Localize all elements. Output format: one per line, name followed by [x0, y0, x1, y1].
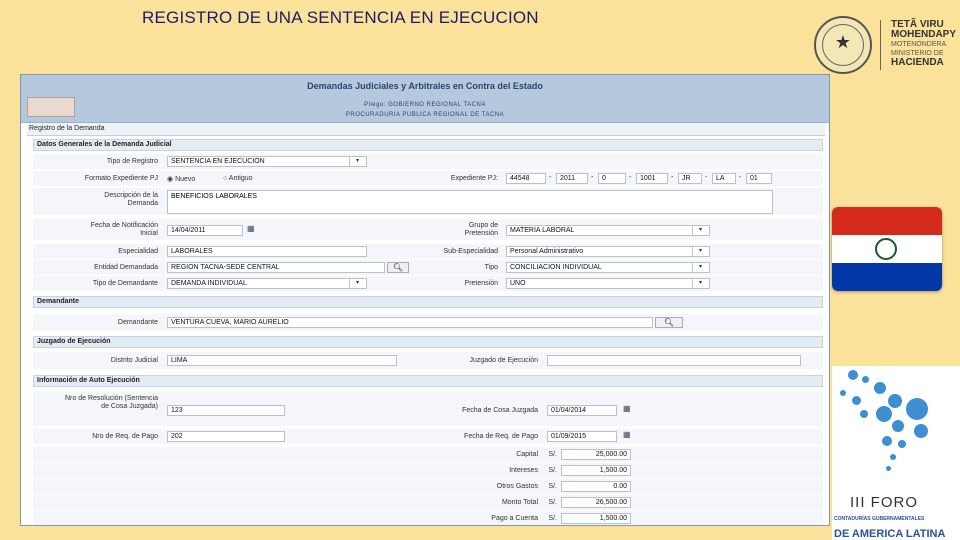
calendar-icon[interactable]: ▦ [623, 404, 631, 413]
monto-row [33, 463, 823, 479]
slide-title: REGISTRO DE UNA SENTENCIA EN EJECUCION [142, 8, 539, 27]
currency-label: S/. [548, 451, 557, 458]
currency-label: S/. [548, 467, 557, 474]
radio-nuevo-label: Nuevo [175, 176, 196, 183]
app-header: Demandas Judiciales y Arbitrales en Contra del Estado [307, 81, 543, 91]
row-demandante [33, 314, 823, 332]
app-screenshot [20, 74, 830, 526]
radio-antiguo-label: Antiguo [228, 175, 253, 182]
forum-dot [914, 424, 928, 438]
flag-stripe-white [832, 235, 942, 263]
fecha-notif-label: Fecha de Notificación Inicial [90, 222, 158, 237]
expediente-separator: - [591, 174, 594, 181]
forum-dot [874, 382, 886, 394]
forum-dot [860, 410, 868, 418]
row-formato [33, 171, 823, 187]
monto-label: Monto Total [501, 499, 538, 506]
tipo-demandante-select[interactable] [167, 278, 367, 289]
monto-label: Pago a Cuenta [491, 515, 538, 522]
chevron-down-icon: ▾ [349, 157, 365, 166]
tipo-label: Tipo [484, 264, 498, 271]
monto-input[interactable]: 0.00 [561, 481, 631, 492]
tipo-select[interactable] [506, 262, 710, 273]
expediente-part-5[interactable]: JR [678, 173, 702, 184]
tipo-registro-label: Tipo de Registro [106, 158, 158, 165]
subespecialidad-label: Sub-Especialidad [443, 248, 498, 255]
search-icon[interactable]: 🔍︎ [387, 262, 409, 273]
row-req-pago [33, 429, 823, 445]
forum-title: III FORO [850, 494, 918, 511]
calendar-icon[interactable]: ▦ [247, 224, 255, 233]
expediente-part-1[interactable]: 44548 [506, 173, 546, 184]
forum-dot [848, 370, 858, 380]
expediente-separator: - [705, 174, 708, 181]
search-icon[interactable]: 🔍︎ [655, 317, 683, 328]
brand-line: MINISTERIO DE [891, 50, 944, 57]
expediente-separator: - [739, 174, 742, 181]
brand-line: MOHENDAPY [891, 29, 957, 40]
expediente-separator: - [549, 174, 552, 181]
currency-label: S/. [548, 483, 557, 490]
monto-input[interactable]: 25,000.00 [561, 449, 631, 460]
grupo-label: Grupo de Pretensión [464, 222, 498, 237]
currency-label: S/. [548, 515, 557, 522]
chevron-down-icon: ▾ [692, 247, 708, 256]
especialidad-input[interactable]: LABORALES [167, 246, 367, 257]
distrito-label: Distrito Judicial [110, 357, 158, 364]
chevron-down-icon: ▾ [349, 279, 365, 288]
forum-dot [852, 396, 861, 405]
grupo-select[interactable] [506, 225, 710, 236]
monto-input[interactable]: 26,500.00 [561, 497, 631, 508]
seal-logo [814, 16, 872, 74]
monto-label: Otros Gastos [496, 483, 538, 490]
forum-dot [886, 466, 891, 471]
currency-label: S/. [548, 499, 557, 506]
expediente-part-2[interactable]: 2011 [556, 173, 588, 184]
monto-label: Intereses [509, 467, 538, 474]
expediente-part-4[interactable]: 1001 [636, 173, 668, 184]
tipo-demandante-value: DEMANDA INDIVIDUAL [171, 280, 247, 287]
chevron-down-icon: ▾ [692, 226, 708, 235]
section-auto: Información de Auto Ejecución [33, 375, 823, 387]
row-resolucion [33, 391, 823, 427]
expediente-part-3[interactable]: 0 [598, 173, 626, 184]
row-descripcion [33, 188, 823, 216]
distrito-input[interactable]: LIMA [167, 355, 397, 366]
monto-row [33, 511, 823, 526]
nro-resolucion-input[interactable]: 123 [167, 405, 285, 416]
subespecialidad-value: Personal Administrativo [510, 248, 584, 255]
expediente-part-6[interactable]: LA [712, 173, 736, 184]
monto-input[interactable]: 1,500.00 [561, 513, 631, 524]
forum-dot [888, 394, 902, 408]
fecha-cosa-input[interactable]: 01/04/2014 [547, 405, 617, 416]
fecha-notif-input[interactable]: 14/04/2011 [167, 225, 243, 236]
pretension-select[interactable] [506, 278, 710, 289]
forum-dot [898, 440, 906, 448]
row-tipo-registro [33, 154, 823, 170]
especialidad-label: Especialidad [118, 248, 158, 255]
pretension-value: UNO [510, 280, 526, 287]
chevron-down-icon: ▾ [692, 279, 708, 288]
app-banner [21, 75, 829, 123]
calendar-icon[interactable]: ▦ [623, 430, 631, 439]
juzgado-label: Juzgado de Ejecución [469, 357, 538, 364]
pliego-label: Pliego: GOBIERNO REGIONAL TACNA [364, 102, 486, 108]
descripcion-label: Descripción de la Demanda [104, 192, 158, 207]
nro-resolucion-label: Nro de Resolución (Sentencia de Cosa Juzgada) [65, 395, 158, 410]
row-distrito [33, 352, 823, 370]
paraguay-flag [832, 207, 942, 291]
section-general: Datos Generales de la Demanda Judicial [33, 139, 823, 151]
monto-row [33, 479, 823, 495]
monto-row [33, 495, 823, 511]
forum-region: DE AMERICA LATINA [834, 528, 946, 540]
section-juzgado: Juzgado de Ejecución [33, 336, 823, 348]
fecha-cosa-label: Fecha de Cosa Juzgada [462, 407, 538, 414]
forum-dot [840, 390, 846, 396]
demandante-input[interactable]: VENTURA CUEVA, MARIO AURELIO [167, 317, 653, 328]
expediente-label: Expediente PJ: [450, 175, 498, 182]
juzgado-input[interactable] [547, 355, 801, 366]
forum-logo [832, 366, 960, 540]
demandante-label: Demandante [117, 319, 158, 326]
flag-emblem-icon [875, 238, 897, 260]
fecha-req-input[interactable]: 01/09/2015 [547, 431, 617, 442]
forum-dot [862, 376, 869, 383]
nro-req-label: Nro de Req. de Pago [92, 433, 158, 440]
monto-label: Capital [516, 451, 538, 458]
brand-line: TETÃ VIRU [891, 19, 944, 30]
forum-subtitle: CONTADURÍAS GUBERNAMENTALES [834, 516, 925, 522]
grupo-value: MATERIA LABORAL [510, 227, 575, 234]
brand-line: MOTENONDERA [891, 41, 947, 48]
expediente-part-7[interactable]: 01 [746, 173, 772, 184]
tipo-demandante-label: Tipo de Demandante [92, 280, 158, 287]
flag-stripe-blue [832, 263, 942, 291]
forum-dot [876, 406, 892, 422]
entidad-label: Entidad Demandada [94, 264, 158, 271]
radio-antiguo[interactable]: ○ Antiguo [223, 175, 253, 182]
row-especialidad [33, 244, 823, 260]
forum-dot [892, 420, 904, 432]
forum-dot [890, 454, 896, 460]
tipo-registro-value: SENTENCIA EN EJECUCIÓN [171, 158, 265, 165]
expediente-separator: - [671, 174, 674, 181]
procuraduria-label: PROCURADURIA PUBLICA REGIONAL DE TACNA [345, 112, 505, 118]
radio-nuevo[interactable]: ◉ Nuevo [167, 176, 196, 183]
star-icon: ★ [834, 32, 852, 52]
descripcion-textarea[interactable]: BENEFICIOS LABORALES [167, 190, 773, 214]
monto-row [33, 447, 823, 463]
pretension-label: Pretensión [464, 280, 498, 287]
tipo-registro-select[interactable] [167, 156, 367, 167]
brand-line: HACIENDA [891, 57, 944, 68]
tab-registro[interactable]: Registro de la Demanda [27, 123, 825, 136]
entidad-input[interactable]: REGION TACNA-SEDE CENTRAL [167, 262, 385, 273]
row-fecha-notif [33, 219, 823, 241]
tipo-value: CONCILIACIÓN INDIVIDUAL [510, 264, 602, 271]
forum-dot [906, 398, 928, 420]
monto-input[interactable]: 1,500.00 [561, 465, 631, 476]
forum-dot [882, 436, 892, 446]
chevron-down-icon: ▾ [692, 263, 708, 272]
section-demandante: Demandante [33, 296, 823, 308]
ministry-brand [891, 20, 956, 68]
brand-divider [880, 20, 881, 70]
expediente-separator: - [629, 174, 632, 181]
flag-stripe-red [832, 207, 942, 235]
fecha-req-label: Fecha de Req. de Pago [464, 433, 538, 440]
formato-label: Formato Expediente PJ [84, 175, 158, 182]
subespecialidad-select[interactable] [506, 246, 710, 257]
row-entidad [33, 260, 823, 276]
nro-req-input[interactable]: 202 [167, 431, 285, 442]
row-tipo-demandante [33, 276, 823, 292]
